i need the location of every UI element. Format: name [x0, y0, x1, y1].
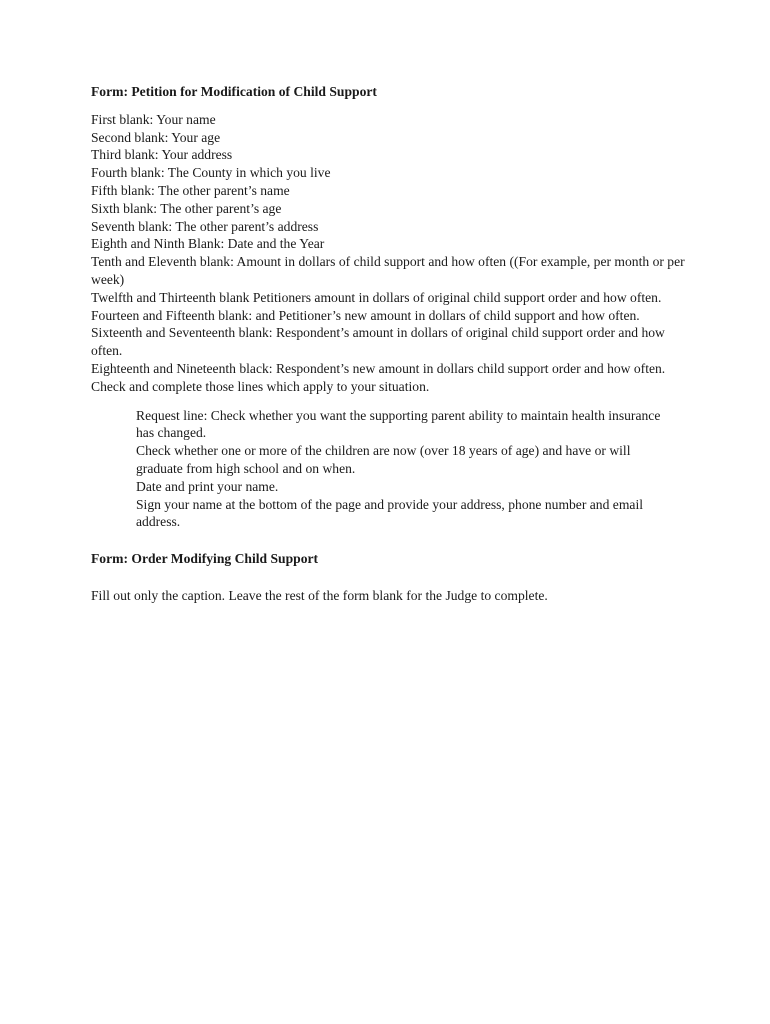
petition-line: First blank: Your name — [91, 111, 216, 127]
order-heading: Form: Order Modifying Child Support — [91, 551, 319, 567]
document-page — [91, 83, 691, 605]
petition-line: Sixth blank: The other parent’s age — [91, 200, 282, 216]
petition-line: Fourteen and Fifteenth blank: and Petitioner’s new amount in dollars of child support and how often. — [91, 307, 640, 323]
petition-line: Third blank: Your address — [91, 147, 233, 163]
instruction-line: Request line: Check whether you want the supporting parent ability to maintain health insurance has changed. — [136, 407, 661, 441]
order-instruction-text: Fill out only the caption. Leave the rest of the form blank for the Judge to complete. — [91, 587, 548, 603]
petition-line: Second blank: Your age — [91, 129, 221, 145]
petition-line: Eighteenth and Nineteenth black: Respondent’s new amount in dollars child support order and how often. — [91, 360, 666, 376]
petition-line: Fourth blank: The County in which you live — [91, 165, 331, 181]
petition-line: Sixteenth and Seventeenth blank: Respondent’s amount in dollars of original child support order and how often. — [91, 325, 665, 359]
petition-line: Fifth blank: The other parent’s name — [91, 182, 290, 198]
instruction-line: Date and print your name. — [136, 478, 279, 494]
petition-blank-list — [91, 111, 691, 396]
petition-line: Seventh blank: The other parent’s address — [91, 218, 319, 234]
instruction-line: Sign your name at the bottom of the page and provide your address, phone number and email address. — [136, 496, 643, 530]
petition-instructions — [91, 407, 676, 532]
petition-line: Twelfth and Thirteenth blank Petitioners amount in dollars of original child support order and how often. — [91, 289, 662, 305]
petition-line: Check and complete those lines which apply to your situation. — [91, 378, 430, 394]
petition-line: Tenth and Eleventh blank: Amount in dollars of child support and how often ((For example, per month or per week) — [91, 254, 685, 287]
petition-line: Eighth and Ninth Blank: Date and the Year — [91, 236, 325, 252]
instruction-line: Check whether one or more of the children are now (over 18 years of age) and have or will graduate from high school and on when. — [136, 443, 631, 476]
petition-heading: Form: Petition for Modification of Child Support — [91, 84, 377, 99]
